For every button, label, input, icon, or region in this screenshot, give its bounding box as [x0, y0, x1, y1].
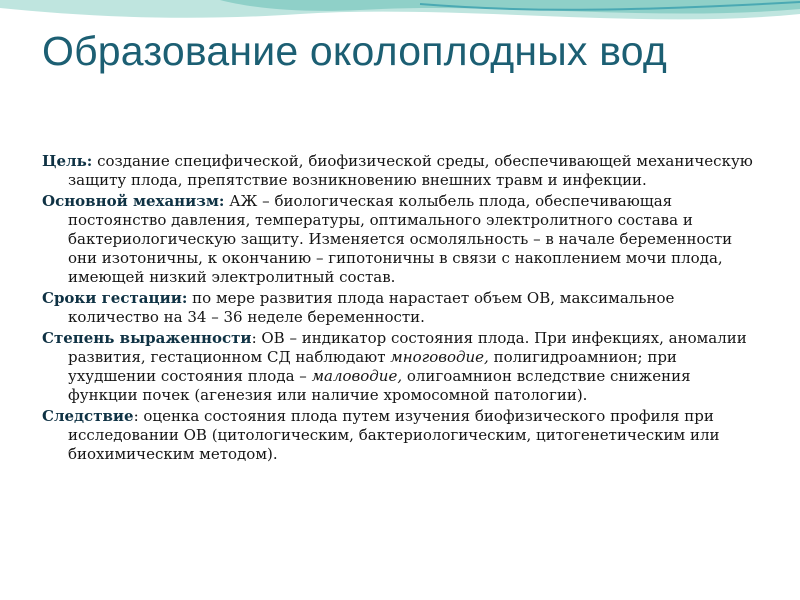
- paragraph-text: полигидроамнион; при ухудшении состояния плода –: [68, 348, 677, 385]
- paragraph-gestation-terms: [42, 289, 757, 327]
- paragraph-emphasis: маловодие,: [311, 367, 403, 385]
- paragraph-text: олигоамнион вследствие снижения функции почек (агенезия или наличие хромосомной патологии).: [68, 367, 691, 404]
- paragraph-text: по мере развития плода нарастает объем ОВ, максимальное количество на 34 – 36 неделе беременности.: [68, 289, 675, 326]
- slide-title: Образование околоплодных вод: [42, 28, 667, 74]
- paragraph-label: Следствие: [42, 407, 134, 425]
- paragraph-text: : оценка состояния плода путем изучения биофизического профиля при исследовании ОВ (цитологическим, бактериологическим, цитогенетическим или биохимическим методом).: [68, 407, 720, 463]
- paragraph-label: Сроки гестации:: [42, 289, 188, 307]
- paragraph-mechanism: [42, 192, 757, 287]
- paragraph-emphasis: многоводие,: [390, 348, 489, 366]
- paragraph-text: создание специфической, биофизической среды, обеспечивающей механическую защиту плода, препятствие возникновению внешних травм и инфекции.: [68, 152, 753, 189]
- paragraph-text: : ОВ – индикатор состояния плода. При инфекциях, аномалии развития, гестационном СД наблюдают: [68, 329, 747, 366]
- paragraph-severity: [42, 329, 757, 405]
- paragraph-consequence: [42, 407, 757, 464]
- paragraph-goal: [42, 152, 757, 190]
- paragraph-label: Степень выраженности: [42, 329, 252, 347]
- paragraph-text: АЖ – биологическая колыбель плода, обеспечивающая постоянство давления, температуры, оптимального электролитного состава и бактериологическую защиту. Изменяется осмоляльность – в начале беременности они изотоничны, к окончанию – гипотоничны в связи с накоплением мочи плода, имеющей низкий электролитный состав.: [68, 192, 733, 286]
- paragraph-label: Основной механизм:: [42, 192, 225, 210]
- paragraph-label: Цель:: [42, 152, 93, 170]
- slide-body: [42, 152, 757, 466]
